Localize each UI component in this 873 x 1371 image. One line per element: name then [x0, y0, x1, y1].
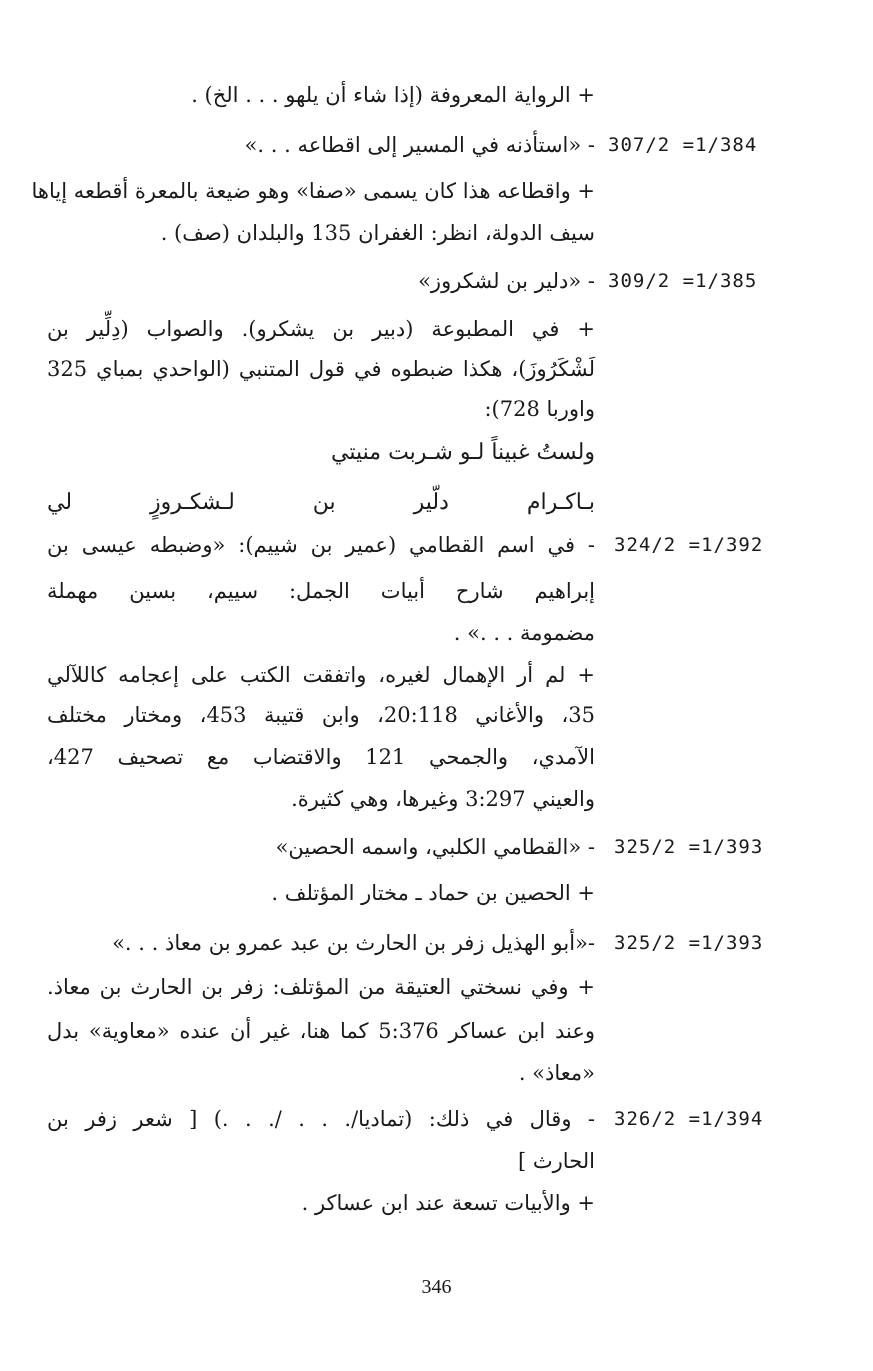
text-line: واوربا 728): [484, 397, 595, 421]
text-line: + وفي نسختي العتيقة من المؤتلف: زفر بن الحارث بن معاذ. [47, 975, 595, 999]
text-line: سيف الدولة، انظر: الغفران 135 والبلدان (صف) . [160, 221, 595, 245]
entry-heading: - وقال في ذلك: (تماديا/. . . /. . .) [ شعر زفر بن [47, 1107, 595, 1131]
text-line: + لم أر الإهمال لغيره، واتفقت الكتب على إعجامه كاللآلي [47, 663, 595, 687]
entry-reference: 325/2 =1/393 [614, 932, 764, 954]
verse-line: ولستُ غبيناً لـو شـربت منيتي [331, 440, 595, 465]
entry-heading: - في اسم القطامي (عمير بن شييم): «وضبطه عيسى بن [47, 533, 595, 557]
entry-reference: 324/2 =1/392 [614, 534, 764, 556]
text-line: + والأبيات تسعة عند ابن عساكر . [301, 1191, 595, 1215]
text-line: + الرواية المعروفة (إذا شاء أن يلهو . . . الخ) . [191, 83, 595, 107]
verse-line: بـاكـرام دلّير بن لـشكـروزٍ لي [47, 490, 595, 515]
entry-reference: 325/2 =1/393 [614, 836, 764, 858]
text-line: + في المطبوعة (دبير بن يشكرو). والصواب (دِلِّير بن [47, 317, 595, 341]
entry-reference: 326/2 =1/394 [614, 1108, 764, 1130]
text-line: وعند ابن عساكر 5:376 كما هنا، غير أن عنده «معاوية» بدل [47, 1019, 595, 1043]
text-line: لَشْكَرُوزَ)، هكذا ضبطوه في قول المتنبي (الواحدي بمباي 325 [47, 357, 595, 381]
text-line: الآمدي، والجمحي 121 والاقتضاب مع تصحيف 427، [47, 745, 595, 769]
text-line: إبراهيم شارح أبيات الجمل: سييم، بسين مهملة [47, 579, 595, 603]
entry-reference: 307/2 =1/384 [608, 134, 758, 156]
entry-heading: - «استأذنه في المسير إلى اقطاعه . . .» [244, 133, 595, 157]
text-line: مضمومة . . .» . [453, 621, 595, 645]
text-line: + واقطاعه هذا كان يسمى «صفا» وهو ضيعة بالمعرة أقطعه إياها [31, 179, 595, 203]
text-line: 35، والأغاني 20:118، وابن قتيبة 453، ومختار مختلف [47, 703, 595, 727]
text-line: + الحصين بن حماد ـ مختار المؤتلف . [271, 881, 595, 905]
entry-heading: -«أبو الهذيل زفر بن الحارث بن عبد عمرو بن معاذ . . .» [112, 931, 595, 955]
entry-heading: - «دلير بن لشكروز» [418, 269, 595, 293]
page-number: 346 [421, 1276, 452, 1298]
text-line: الحارث ] [518, 1149, 595, 1173]
entry-reference: 309/2 =1/385 [608, 270, 758, 292]
entry-heading: - «القطامي الكلبي، واسمه الحصين» [275, 835, 595, 859]
text-line: والعيني 3:297 وغيرها، وهي كثيرة. [291, 787, 595, 811]
text-line: «معاذ» . [518, 1061, 595, 1085]
